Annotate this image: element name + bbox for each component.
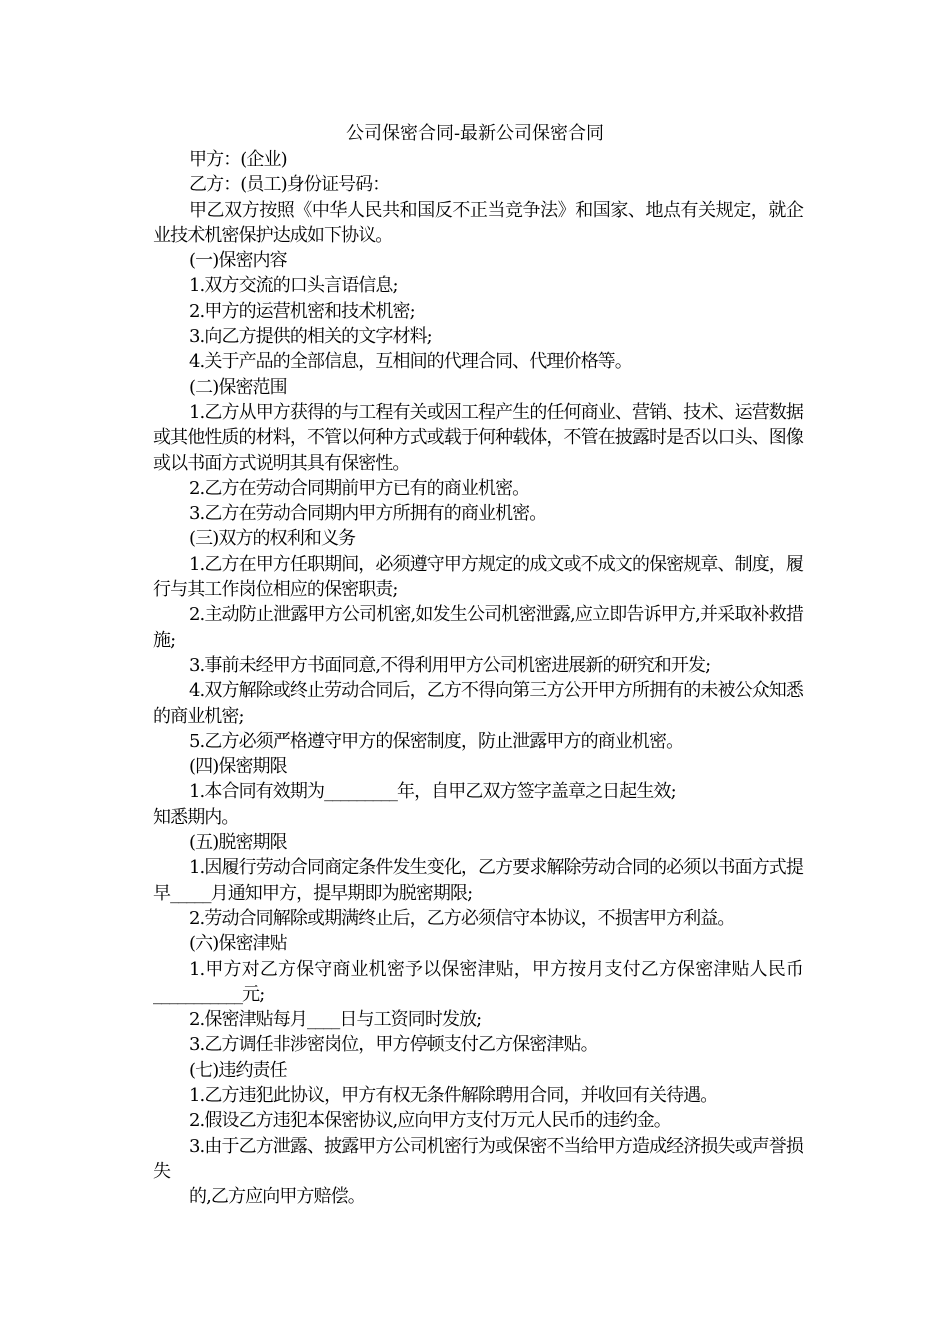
clause-paragraph: 1.甲方对乙方保守商业机密予以保密津贴，甲方按月支付乙方保密津贴人民币___________元; bbox=[153, 958, 803, 1005]
document-title: 公司保密合同-最新公司保密合同 bbox=[345, 123, 605, 144]
section-heading: (二)保密范围 bbox=[189, 376, 287, 398]
section-heading: (一)保密内容 bbox=[189, 250, 287, 272]
party-a-line: 甲方：(企业) bbox=[189, 149, 287, 170]
clause-paragraph: 2.主动防止泄露甲方公司机密,如发生公司机密泄露,应立即告诉甲方,并采取补救措施; bbox=[153, 604, 803, 651]
clause-paragraph: 1.乙方在甲方任职期间，必须遵守甲方规定的成文或不成文的保密规章、制度，履行与其工作岗位相应的保密职责; bbox=[153, 553, 803, 601]
clause-paragraph: 2.劳动合同解除或期满终止后，乙方必须信守本协议，不损害甲方利益。 bbox=[189, 907, 735, 929]
section-heading: (六)保密津贴 bbox=[189, 933, 287, 955]
clause-paragraph: 1.本合同有效期为_________年，自甲乙双方签字盖章之日起生效; bbox=[189, 781, 676, 803]
clause-paragraph: 1.乙方违犯此协议，甲方有权无条件解除聘用合同，并收回有关待遇。 bbox=[189, 1084, 718, 1106]
preamble-paragraph: 甲乙双方按照《中华人民共和国反不正当竞争法》和国家、地点有关规定，就企业技术机密保护达成如下协议。 bbox=[153, 199, 803, 246]
clause-paragraph: 3.事前未经甲方书面同意,不得利用甲方公司机密进展新的研究和开发; bbox=[189, 654, 711, 676]
clause-paragraph: 2.乙方在劳动合同期前甲方已有的商业机密。 bbox=[189, 477, 530, 499]
section-heading: (七)违约责任 bbox=[189, 1059, 287, 1081]
clause-paragraph: 2.假设乙方违犯本保密协议,应向甲方支付万元人民币的违约金。 bbox=[189, 1110, 671, 1132]
clause-paragraph: 5.乙方必须严格遵守甲方的保密制度，防止泄露甲方的商业机密。 bbox=[189, 730, 684, 752]
clause-paragraph: 3.乙方在劳动合同期内甲方所拥有的商业机密。 bbox=[189, 503, 547, 525]
document-body bbox=[153, 147, 803, 1209]
clause-paragraph: 3.向乙方提供的相关的文字材料; bbox=[189, 326, 432, 348]
section-heading: (三)双方的权利和义务 bbox=[189, 528, 356, 550]
clause-continuation: 的,乙方应向甲方赔偿。 bbox=[189, 1186, 365, 1208]
party-b-line: 乙方：(员工)身份证号码： bbox=[189, 174, 390, 196]
clause-paragraph: 1.因履行劳动合同商定条件发生变化，乙方要求解除劳动合同的必须以书面方式提早_____月通知甲方，提早期即为脱密期限; bbox=[153, 857, 803, 904]
clause-paragraph: 4.关于产品的全部信息，互相间的代理合同、代理价格等。 bbox=[189, 351, 632, 373]
clause-paragraph: 4.双方解除或终止劳动合同后，乙方不得向第三方公开甲方所拥有的未被公众知悉的商业机密; bbox=[153, 680, 803, 727]
section-heading: (五)脱密期限 bbox=[189, 832, 287, 854]
clause-paragraph: 1.乙方从甲方获得的与工程有关或因工程产生的任何商业、营销、技术、运营数据或其他性质的材料，不管以何种方式或载于何种载体，不管在披露时是否以口头、图像或以书面方式说明其具有保密性。 bbox=[153, 401, 803, 474]
clause-paragraph: 1.双方交流的口头言语信息; bbox=[189, 275, 398, 297]
clause-paragraph: 2.甲方的运营机密和技术机密; bbox=[189, 300, 415, 322]
clause-paragraph: 3.由于乙方泄露、披露甲方公司机密行为或保密不当给甲方造成经济损失或声誉损失 bbox=[153, 1135, 803, 1182]
clause-paragraph: 2.保密津贴每月____日与工资同时发放; bbox=[189, 1009, 482, 1031]
clause-paragraph: 3.乙方调任非涉密岗位，甲方停顿支付乙方保密津贴。 bbox=[189, 1034, 598, 1056]
section-heading: (四)保密期限 bbox=[189, 756, 287, 778]
clause-fragment: 知悉期内。 bbox=[153, 806, 239, 828]
